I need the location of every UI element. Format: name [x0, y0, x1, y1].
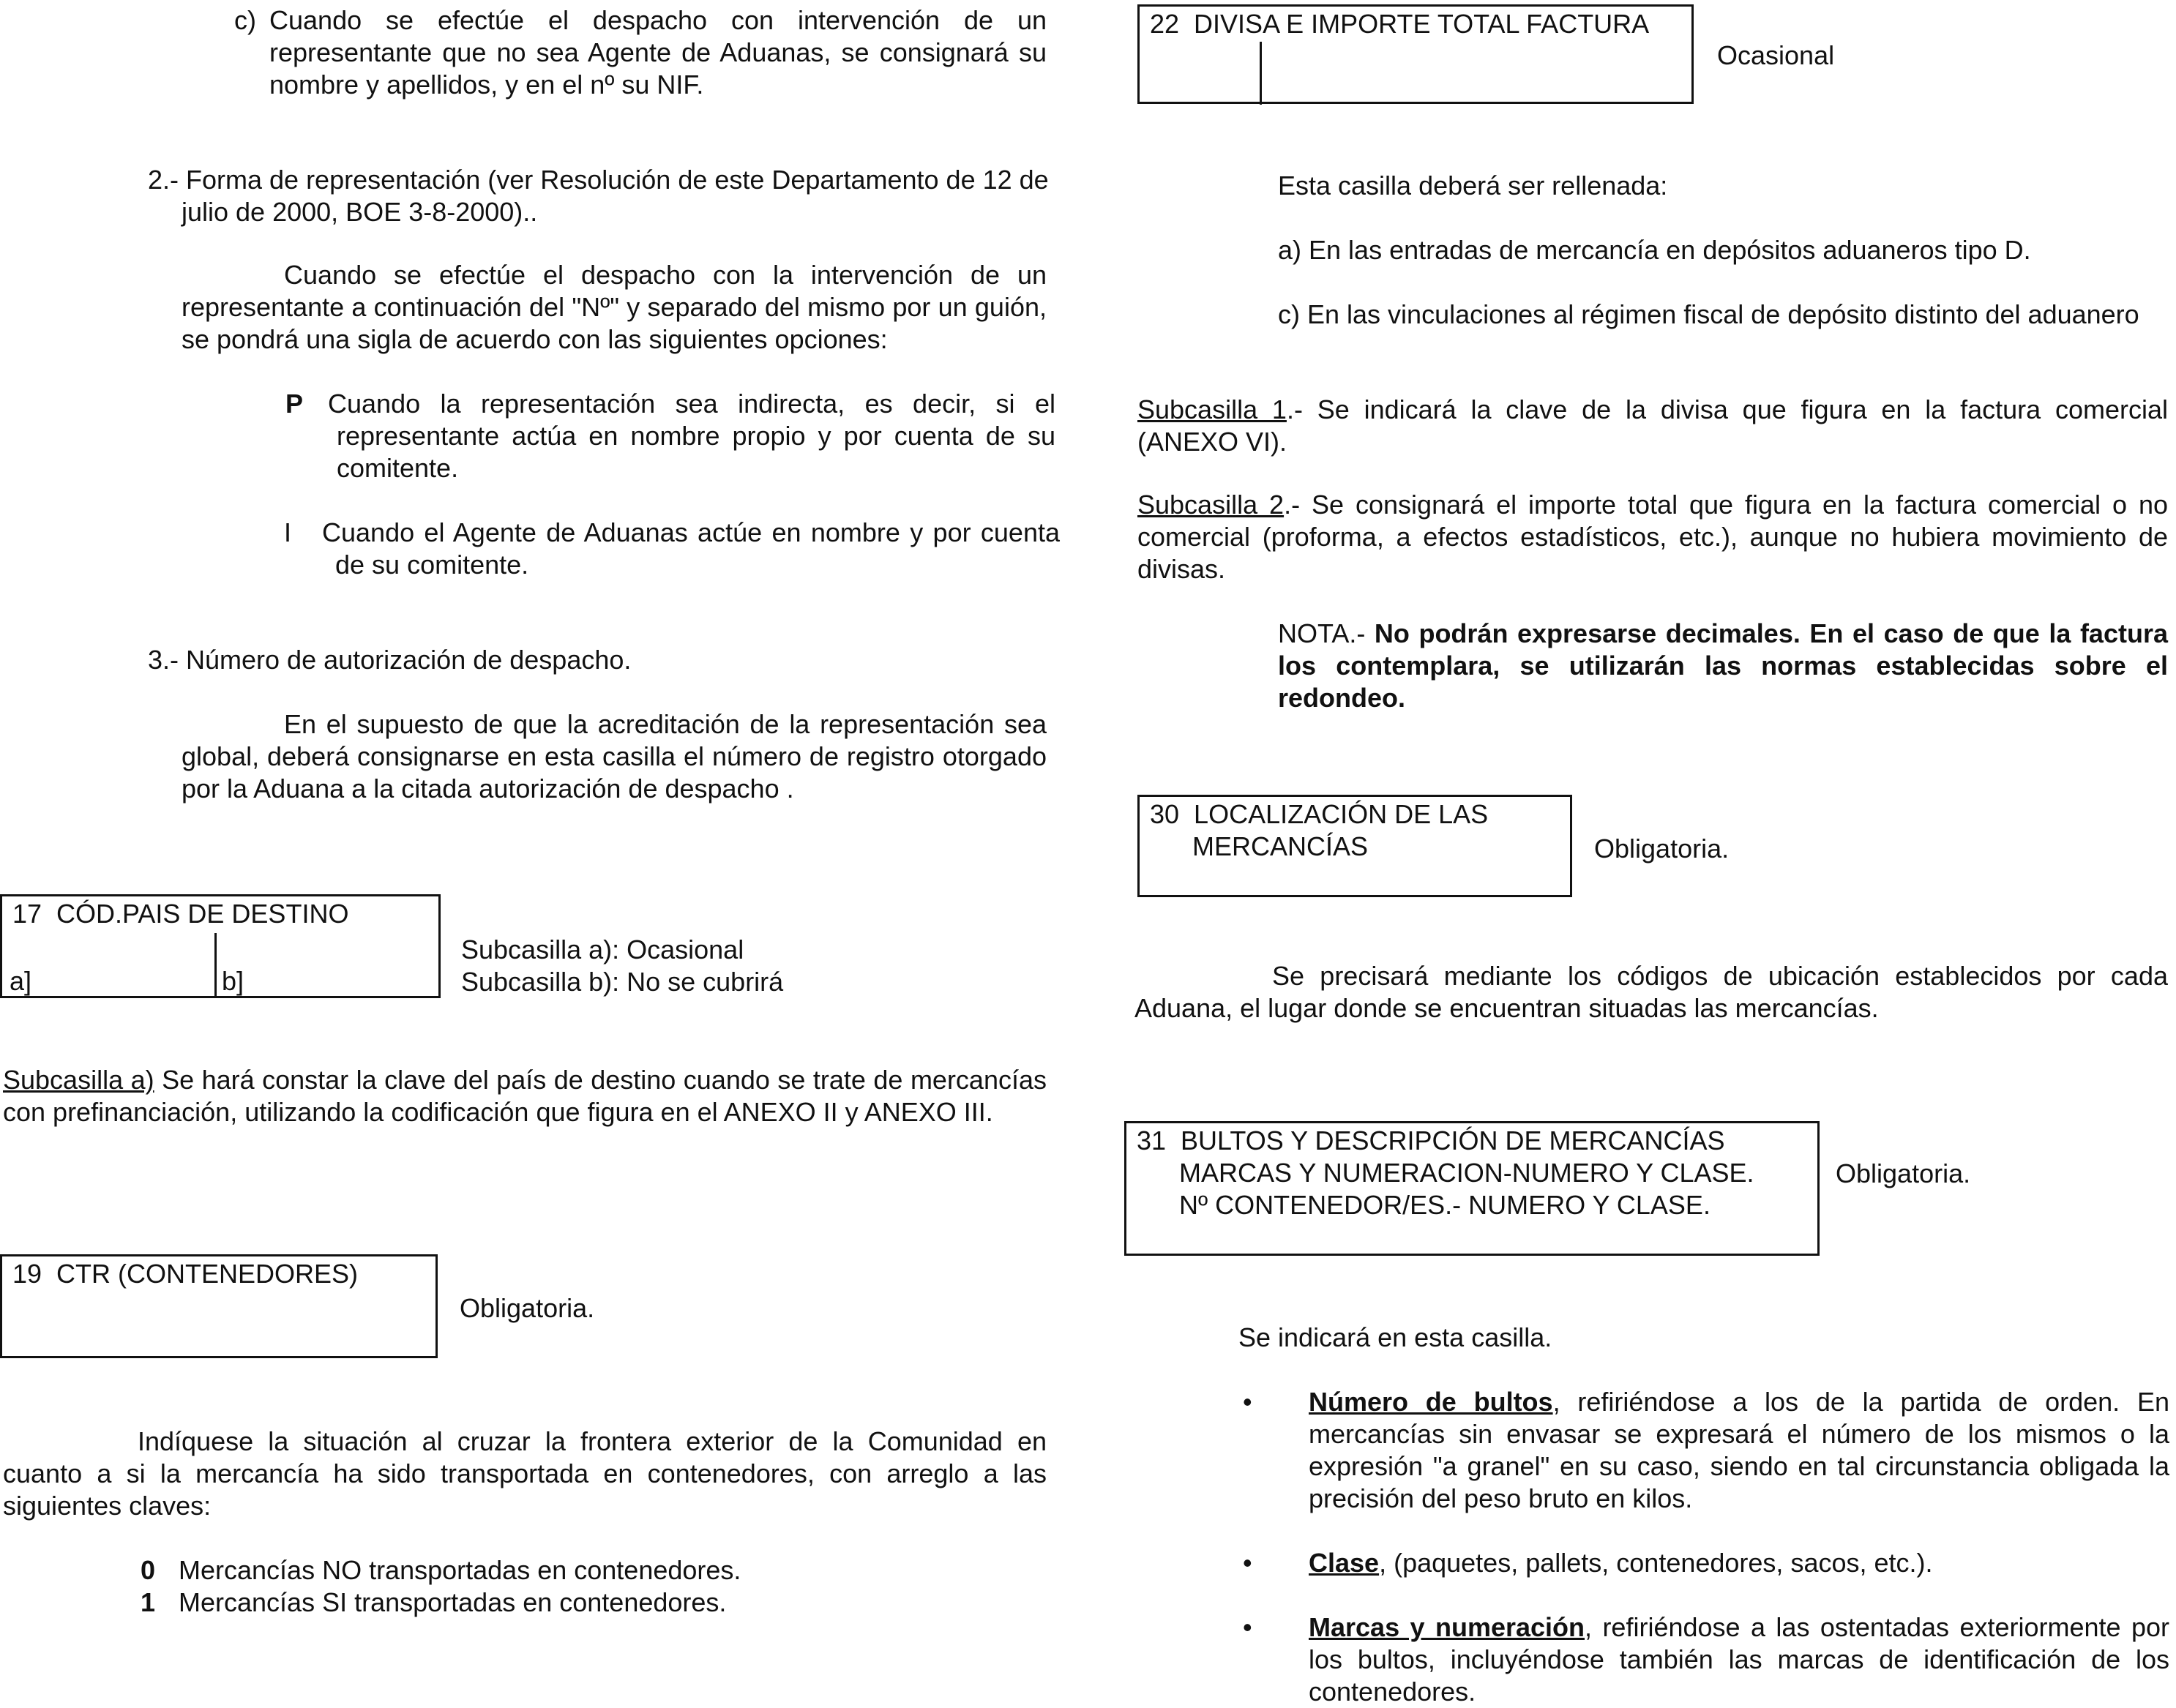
- box-17-divider: [214, 933, 217, 997]
- item-c-text: Cuando se efectúe el despacho con intervención de un representante que no sea Agente de Aduanas, se consignará su nombre y apellidos, y en el nº su NIF.: [269, 5, 1047, 100]
- subcasilla-a-label: Subcasilla a): [3, 1065, 154, 1095]
- box-22-divider: [1260, 42, 1262, 105]
- bullet-body-clase: , (paquetes, pallets, contenedores, sacos, etc.).: [1379, 1548, 1933, 1578]
- bullet-text-clase: [1309, 1547, 2169, 1579]
- option-i-text: Cuando el Agente de Aduanas actúe en nombre y por cuenta de su comitente.: [322, 517, 1060, 580]
- item-3-paragraph: En el supuesto de que la acreditación de la representación sea global, deberá consignarse en esta casilla el número de registro otorgado por la Aduana a la citada autorización de despacho .: [182, 709, 1047, 804]
- subcasilla-1-text: .- Se indicará la clave de la divisa que figura en la factura comercial (ANEXO VI).: [1137, 394, 2168, 457]
- box-31-title-line3: Nº CONTENEDOR/ES.- NUMERO Y CLASE.: [1179, 1190, 1710, 1220]
- box-19-status: Obligatoria.: [460, 1293, 595, 1323]
- box-17: [0, 894, 441, 998]
- box-19: [0, 1254, 438, 1358]
- box-22-case-a: a) En las entradas de mercancía en depósitos aduaneros tipo D.: [1278, 235, 2031, 265]
- nota-prefix: NOTA.-: [1278, 618, 1375, 648]
- box-22: [1137, 4, 1694, 104]
- ctr-code-0: 0: [141, 1555, 156, 1585]
- item-2-heading: 2.- Forma de representación (ver Resolución de este Departamento de 12 de julio de 2000, BOE 3-8-2000)..: [148, 165, 1049, 227]
- subcasilla-a-text: Se hará constar la clave del país de destino cuando se trate de mercancías con prefinanciación, utilizando la codificación que figura en el ANEXO II y ANEXO III.: [3, 1065, 1047, 1127]
- ctr-paragraph: Indíquese la situación al cruzar la frontera exterior de la Comunidad en cuanto a si la mercancía ha sido transportada en contenedores, con arreglo a las siguientes claves:: [3, 1426, 1047, 1521]
- ctr-code-1-text: Mercancías SI transportadas en contenedores.: [179, 1587, 727, 1617]
- box-17-status-a: Subcasilla a): Ocasional: [461, 934, 744, 965]
- bullet-term-numero: Número de bultos: [1309, 1387, 1553, 1417]
- option-i-code: I: [284, 517, 292, 547]
- box-17-title: 17 CÓD.PAIS DE DESTINO: [12, 899, 349, 929]
- box-22-case-c: c) En las vinculaciones al régimen fiscal de depósito distinto del aduanero: [1278, 299, 2139, 329]
- subcasilla-2-text: .- Se consignará el importe total que figura en la factura comercial o no comercial (proforma, a efectos estadísticos, etc.), aunque no hubiera movimiento de divisas.: [1137, 490, 2169, 584]
- box-31-title-line1: 31 BULTOS Y DESCRIPCIÓN DE MERCANCÍAS: [1137, 1125, 1725, 1155]
- option-p-code: P: [285, 389, 304, 419]
- subcasilla-a-paragraph: [3, 1064, 1047, 1128]
- box-31-status: Obligatoria.: [1836, 1158, 1971, 1188]
- nota-text: No podrán expresarse decimales. En el caso de que la factura los contemplara, se utilizarán las normas establecidas sobre el redondeo.: [1278, 618, 2168, 713]
- bullet-symbol: •: [1243, 1387, 1252, 1417]
- bultos-intro: Se indicará en esta casilla.: [1238, 1322, 1552, 1352]
- bullet-body-numero: , refiriéndose a los de la partida de orden. En mercancías sin envasar se expresará el número de los mismos o la expresión "a granel" en su caso, siendo en tal circunstancia obligada la precisión del peso bruto en kilos.: [1309, 1387, 2169, 1513]
- localizacion-paragraph: Se precisará mediante los códigos de ubicación establecidos por cada Aduana, el lugar donde se encuentran situadas las mercancías.: [1134, 961, 2168, 1023]
- option-p-text: Cuando la representación sea indirecta, es decir, si el representante actúa en nombre propio y por cuenta de su comitente.: [328, 389, 1055, 483]
- bullet-body-marcas: , refiriéndose a las ostentadas exteriormente por los bultos, incluyéndose también las marcas de identificación de los contenedores.: [1309, 1612, 2169, 1707]
- item-3-heading: 3.- Número de autorización de despacho.: [148, 645, 632, 675]
- ctr-code-0-text: Mercancías NO transportadas en contenedores.: [179, 1555, 741, 1585]
- item-2-paragraph: Cuando se efectúe el despacho con la intervención de un representante a continuación del "Nº" y separado del mismo por un guión, se pondrá una sigla de acuerdo con las siguientes opciones:: [182, 260, 1047, 354]
- box-30-title-line1: 30 LOCALIZACIÓN DE LAS: [1150, 799, 1489, 829]
- bullet-term-clase: Clase: [1309, 1548, 1380, 1578]
- subcasilla-1-paragraph: [1137, 394, 2168, 458]
- box-30-status: Obligatoria.: [1594, 834, 1730, 864]
- nota-paragraph: [1278, 618, 2168, 714]
- bullet-term-marcas: Marcas y numeración: [1309, 1612, 1585, 1642]
- box-17-sub-a-label: a]: [10, 966, 32, 996]
- item-c-marker: c): [234, 5, 256, 35]
- bullet-symbol: •: [1243, 1548, 1252, 1578]
- box-30: [1137, 795, 1572, 897]
- box-22-title: 22 DIVISA E IMPORTE TOTAL FACTURA: [1150, 9, 1650, 39]
- ctr-code-1: 1: [141, 1587, 156, 1617]
- bullet-text-marcas: [1309, 1611, 2169, 1708]
- box-19-title: 19 CTR (CONTENEDORES): [12, 1259, 359, 1289]
- bullet-symbol: •: [1243, 1612, 1252, 1642]
- subcasilla-1-label: Subcasilla 1: [1137, 394, 1287, 424]
- box-22-intro: Esta casilla deberá ser rellenada:: [1278, 171, 1668, 201]
- bullet-text-numero: [1309, 1386, 2169, 1515]
- box-17-sub-b-label: b]: [222, 966, 244, 996]
- subcasilla-2-paragraph: [1137, 489, 2168, 585]
- box-30-title-line2: MERCANCÍAS: [1192, 831, 1369, 861]
- box-17-status-b: Subcasilla b): No se cubrirá: [461, 967, 784, 997]
- box-22-status: Ocasional: [1717, 40, 1835, 70]
- box-31-title-line2: MARCAS Y NUMERACION-NUMERO Y CLASE.: [1179, 1158, 1754, 1188]
- subcasilla-2-label: Subcasilla 2: [1137, 490, 1285, 520]
- box-31: [1124, 1121, 1820, 1256]
